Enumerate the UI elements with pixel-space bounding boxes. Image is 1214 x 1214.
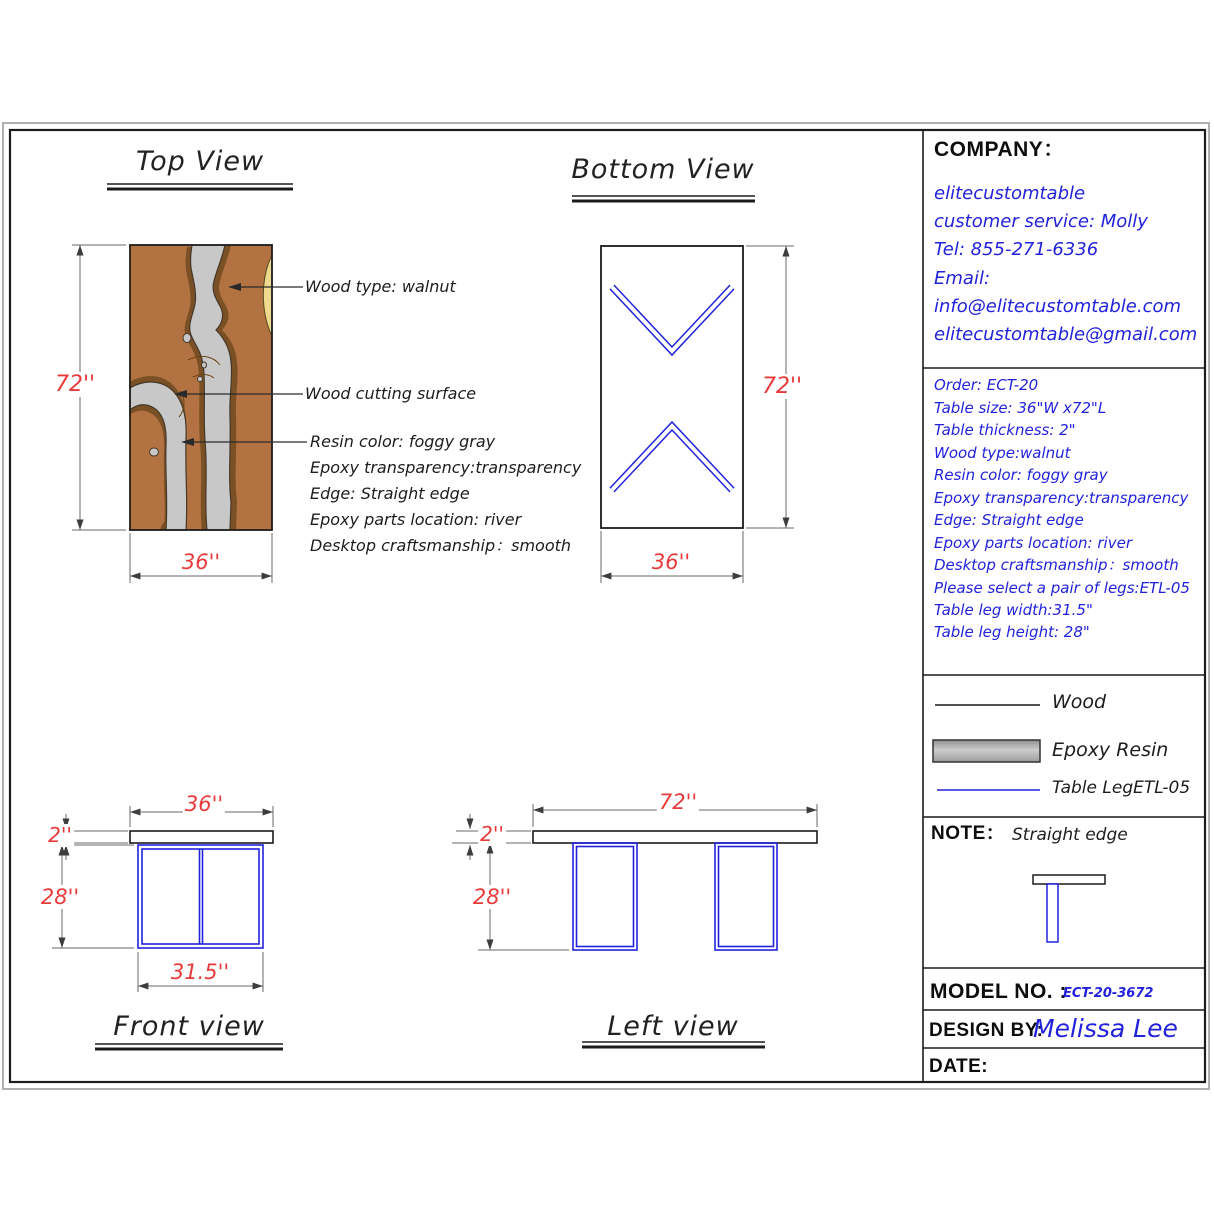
left-tabletop xyxy=(533,831,817,843)
front-width-dim-label: 36'' xyxy=(184,792,224,816)
left-width-dim-label: 72'' xyxy=(658,790,698,814)
legend-wood-label: Wood xyxy=(1052,691,1107,713)
annotation-transparency: Epoxy transparency:transparency xyxy=(310,458,582,477)
order-line: Epoxy transparency:transparency xyxy=(934,489,1189,507)
front-leg-width-dim-label: 31.5'' xyxy=(170,960,230,984)
top-view-title: Top View xyxy=(135,146,265,177)
front-leg xyxy=(138,845,263,948)
annotation-resin-color: Resin color: foggy gray xyxy=(310,432,496,451)
legend-swatches xyxy=(933,705,1040,790)
date-label: DATE: xyxy=(929,1056,989,1077)
company-service: customer service: Molly xyxy=(934,211,1148,232)
note-edge-drawing xyxy=(1033,875,1105,942)
design-by-value: Melissa Lee xyxy=(1033,1014,1178,1043)
front-view-title: Front view xyxy=(113,1011,265,1042)
left-thickness-dim-label: 2'' xyxy=(480,822,504,846)
order-line: Order: ECT-20 xyxy=(934,376,1039,394)
company-email-2: elitecustomtable@gmail.com xyxy=(934,324,1198,345)
left-legs xyxy=(573,843,777,950)
legend-epoxy-label: Epoxy Resin xyxy=(1052,739,1169,761)
bottom-view-drawing xyxy=(601,246,794,583)
top-width-dim-label: 36'' xyxy=(181,550,221,574)
company-email-label: Email: xyxy=(934,268,991,289)
order-line: Edge: Straight edge xyxy=(934,511,1084,529)
company-email-1: info@elitecustomtable.com xyxy=(934,296,1182,317)
company-heading: COMPANY： xyxy=(934,138,1065,161)
legend-leg-label: Table LegETL-05 xyxy=(1052,778,1191,798)
design-by-label: DESIGN BY: xyxy=(929,1020,1044,1041)
model-no-label: MODEL NO. : xyxy=(930,980,1067,1003)
order-line: Desktop craftsmanship：smooth xyxy=(934,556,1179,574)
top-view-drawing xyxy=(128,245,272,536)
left-leg-height-dim-label: 28'' xyxy=(472,885,512,909)
order-line: Please select a pair of legs:ETL-05 xyxy=(934,579,1190,597)
order-line: Table leg width:31.5" xyxy=(934,601,1093,619)
annotation-edge: Edge: Straight edge xyxy=(310,484,470,503)
note-heading: NOTE： xyxy=(931,823,1006,844)
front-tabletop xyxy=(130,831,273,843)
order-line: Table leg height: 28" xyxy=(934,623,1090,641)
annotation-wood-type: Wood type: walnut xyxy=(305,277,456,296)
front-leg-height-dim-label: 28'' xyxy=(40,885,80,909)
annotation-craftsmanship: Desktop craftsmanship：smooth xyxy=(310,536,572,555)
left-view-drawing xyxy=(452,804,817,950)
bottom-height-dim-label: 72'' xyxy=(761,374,803,399)
company-name: elitecustomtable xyxy=(934,183,1086,204)
order-line: Table thickness: 2" xyxy=(934,421,1076,439)
left-view-title: Left view xyxy=(607,1011,739,1042)
note-text: Straight edge xyxy=(1012,825,1128,845)
order-line: Epoxy parts location: river xyxy=(934,534,1132,552)
bottom-width-dim-label: 36'' xyxy=(651,550,691,574)
epoxy-swatch xyxy=(933,740,1040,762)
order-line: Resin color: foggy gray xyxy=(934,466,1108,484)
company-tel: Tel: 855-271-6336 xyxy=(934,239,1099,260)
front-thickness-dim-label: 2'' xyxy=(48,823,72,847)
model-no-value: ECT-20-3672 xyxy=(1063,986,1154,1001)
order-line: Table size: 36"W x72"L xyxy=(934,399,1107,417)
bottom-view-title: Bottom View xyxy=(571,154,755,185)
annotation-epoxy-location: Epoxy parts location: river xyxy=(310,510,522,529)
front-view-drawing xyxy=(52,806,273,992)
annotation-cutting-surface: Wood cutting surface xyxy=(305,384,477,403)
order-line: Wood type:walnut xyxy=(934,444,1071,462)
top-height-dim-label: 72'' xyxy=(54,372,96,397)
